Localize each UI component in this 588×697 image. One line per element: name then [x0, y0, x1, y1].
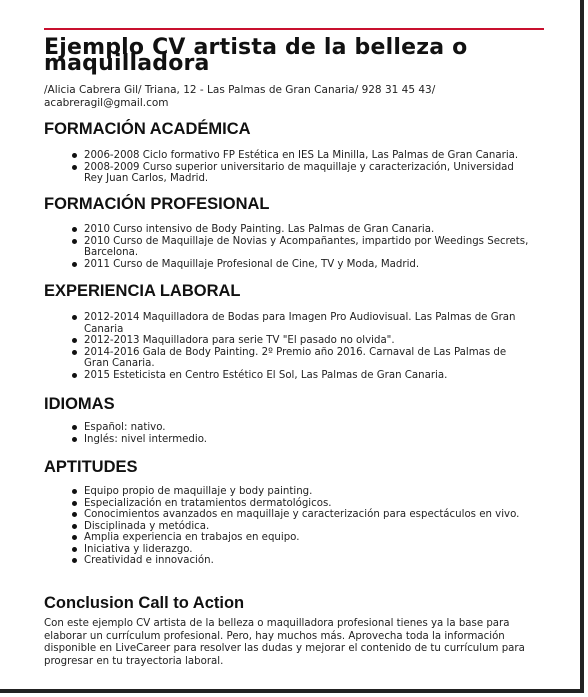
list-item: 2006-2008 Ciclo formativo FP Estética en IES La Minilla, Las Palmas de Gran Canaria.: [44, 150, 534, 162]
list-item: Inglés: nivel intermedio.: [44, 434, 534, 446]
experience-list: [44, 312, 534, 381]
accent-rule: [44, 28, 544, 30]
list-item: 2014-2016 Gala de Body Painting. 2º Premio año 2016. Carnaval de Las Palmas de Gran Canaria.: [44, 347, 534, 370]
list-item: Iniciativa y liderazgo.: [44, 544, 534, 556]
section-heading-training: FORMACIÓN PROFESIONAL: [44, 195, 270, 213]
list-item: 2015 Esteticista en Centro Estético El Sol, Las Palmas de Gran Canaria.: [44, 370, 534, 382]
list-item: 2011 Curso de Maquillaje Profesional de Cine, TV y Moda, Madrid.: [44, 259, 534, 271]
list-item: 2012-2014 Maquilladora de Bodas para Imagen Pro Audiovisual. Las Palmas de Gran Canaria: [44, 312, 534, 335]
cta-paragraph: Con este ejemplo CV artista de la belleza o maquilladora profesional tienes ya la base para elaborar un currículum profesional. Pero, hay muchos más. Aprovecha toda la información disponible en LiveCareer para resolver las dudas y mejorar el contenido de tu currículum para progresar en tu trayectoria laboral.: [44, 618, 525, 667]
section-heading-languages: IDIOMAS: [44, 395, 115, 413]
training-list: [44, 224, 534, 270]
list-item: Creatividad e innovación.: [44, 555, 534, 567]
languages-list: [44, 422, 534, 445]
list-item: 2010 Curso de Maquillaje de Novias y Acompañantes, impartido por Weedings Secrets, Barcelona.: [44, 236, 534, 259]
list-item: Equipo propio de maquillaje y body painting.: [44, 486, 534, 498]
section-heading-education: FORMACIÓN ACADÉMICA: [44, 120, 251, 138]
list-item: 2012-2013 Maquilladora para serie TV "El pasado no olvida".: [44, 335, 534, 347]
section-heading-skills: APTITUDES: [44, 458, 138, 476]
list-item: 2008-2009 Curso superior universitario de maquillaje y caracterización, Universidad Rey Juan Carlos, Madrid.: [44, 162, 534, 185]
list-item: Conocimientos avanzados en maquillaje y caracterización para espectáculos en vivo.: [44, 509, 534, 521]
list-item: Disciplinada y metódica.: [44, 521, 534, 533]
list-item: Amplia experiencia en trabajos en equipo.: [44, 532, 534, 544]
section-heading-experience: EXPERIENCIA LABORAL: [44, 282, 241, 300]
list-item: Especialización en tratamientos dermatológicos.: [44, 498, 534, 510]
education-list: [44, 150, 534, 185]
cta-heading: Conclusion Call to Action: [44, 594, 245, 612]
contact-info: /Alicia Cabrera Gil/ Triana, 12 - Las Palmas de Gran Canaria/ 928 31 45 43/ acabreragil@gmail.com: [44, 84, 436, 109]
list-item: Español: nativo.: [44, 422, 534, 434]
resume-title: Ejemplo CV artista de la belleza o maquilladora: [44, 35, 468, 76]
skills-list: [44, 486, 534, 567]
list-item: 2010 Curso intensivo de Body Painting. Las Palmas de Gran Canaria.: [44, 224, 534, 236]
